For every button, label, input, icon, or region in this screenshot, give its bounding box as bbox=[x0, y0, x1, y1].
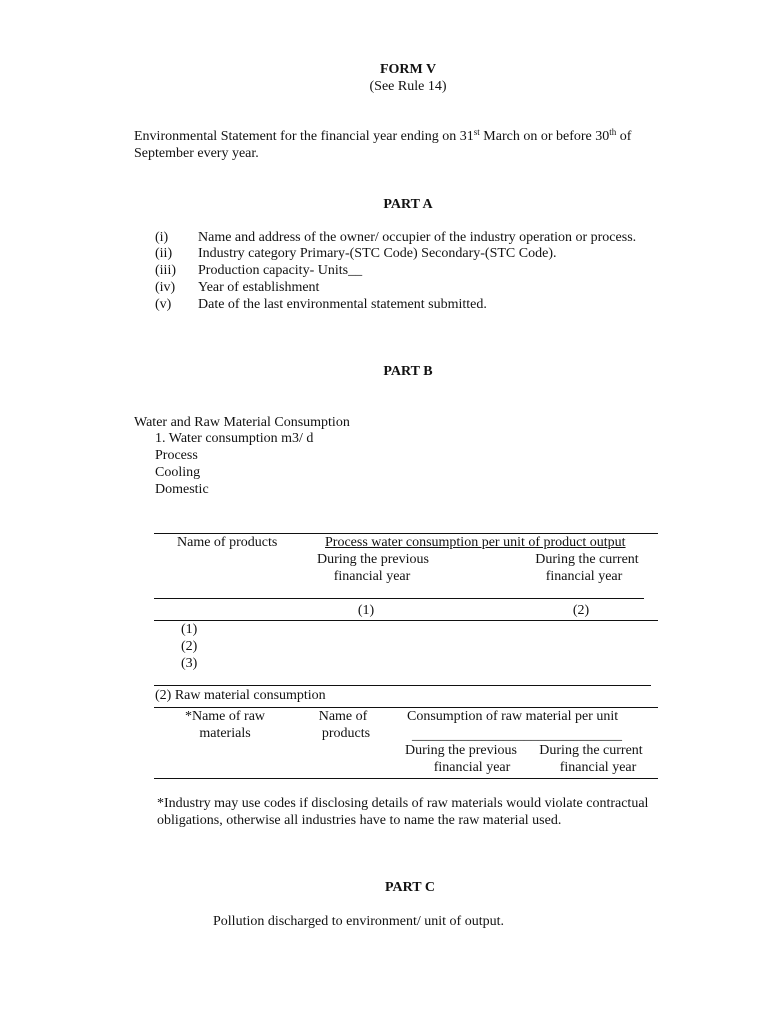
column-header-previous-sub: financial year bbox=[333, 569, 411, 584]
column-header-raw-materials-sub: materials bbox=[199, 726, 251, 741]
part-a-title: PART A bbox=[383, 197, 433, 212]
table-rule bbox=[154, 533, 658, 534]
raw-material-title: (2) Raw material consumption bbox=[155, 688, 326, 703]
table-row: (3) bbox=[181, 656, 198, 671]
column-header-raw-materials: *Name of raw bbox=[184, 709, 266, 724]
table-rule bbox=[154, 707, 658, 708]
water-use-cooling: Cooling bbox=[155, 465, 201, 480]
part-b-title: PART B bbox=[383, 364, 433, 379]
list-item-text: Date of the last environmental statement submitted. bbox=[198, 297, 487, 312]
table-row: (1) bbox=[181, 622, 198, 637]
column-header-previous-sub: financial year bbox=[433, 760, 511, 775]
intro-line-2: September every year. bbox=[134, 146, 259, 161]
list-item-number: (v) bbox=[155, 297, 172, 312]
column-header-underline: ______________________________ bbox=[412, 728, 622, 743]
table-rule bbox=[154, 685, 651, 686]
list-item-number: (iv) bbox=[155, 280, 176, 295]
list-item-number: (iii) bbox=[155, 263, 176, 278]
section-title: Water and Raw Material Consumption bbox=[134, 415, 350, 430]
table-rule bbox=[154, 620, 658, 621]
column-header-product-name-sub: products bbox=[321, 726, 371, 741]
intro-line-1: Environmental Statement for the financial year ending on 31st March on or before 30th of bbox=[134, 127, 632, 144]
water-use-process: Process bbox=[155, 448, 198, 463]
part-c-text: Pollution discharged to environment/ unit of output. bbox=[213, 914, 504, 929]
table-rule bbox=[154, 778, 658, 779]
column-header-previous: During the previous bbox=[317, 552, 429, 567]
part-c-title: PART C bbox=[385, 880, 435, 895]
column-header-group: Process water consumption per unit of product output bbox=[325, 535, 626, 550]
list-item-number: (i) bbox=[155, 230, 169, 245]
column-header-current: During the current bbox=[535, 552, 639, 567]
column-header-current-sub: financial year bbox=[545, 569, 623, 584]
table-rule bbox=[154, 598, 644, 599]
column-number-1: (1) bbox=[357, 603, 375, 618]
column-number-2: (2) bbox=[572, 603, 590, 618]
form-title: FORM V bbox=[379, 62, 437, 77]
list-item-text: Year of establishment bbox=[198, 280, 320, 295]
column-header-current: During the current bbox=[539, 743, 643, 758]
footnote-line-2: obligations, otherwise all industries have to name the raw material used. bbox=[157, 813, 562, 828]
table-row: (2) bbox=[181, 639, 198, 654]
column-header-current-sub: financial year bbox=[559, 760, 637, 775]
rule-reference: (See Rule 14) bbox=[369, 79, 447, 94]
column-header-previous: During the previous bbox=[405, 743, 517, 758]
column-header-consumption: Consumption of raw material per unit bbox=[407, 709, 619, 724]
list-item-text: Name and address of the owner/ occupier of the industry operation or process. bbox=[198, 230, 637, 245]
column-header-product-name: Name of bbox=[318, 709, 368, 724]
column-header-products: Name of products bbox=[177, 535, 278, 550]
water-consumption-item: 1. Water consumption m3/ d bbox=[155, 431, 314, 446]
list-item-text: Industry category Primary-(STC Code) Secondary-(STC Code). bbox=[198, 246, 557, 261]
footnote-line-1: *Industry may use codes if disclosing details of raw materials would violate contractual bbox=[157, 796, 649, 811]
list-item-text: Production capacity- Units__ bbox=[198, 263, 363, 278]
water-use-domestic: Domestic bbox=[155, 482, 209, 497]
list-item-number: (ii) bbox=[155, 246, 173, 261]
